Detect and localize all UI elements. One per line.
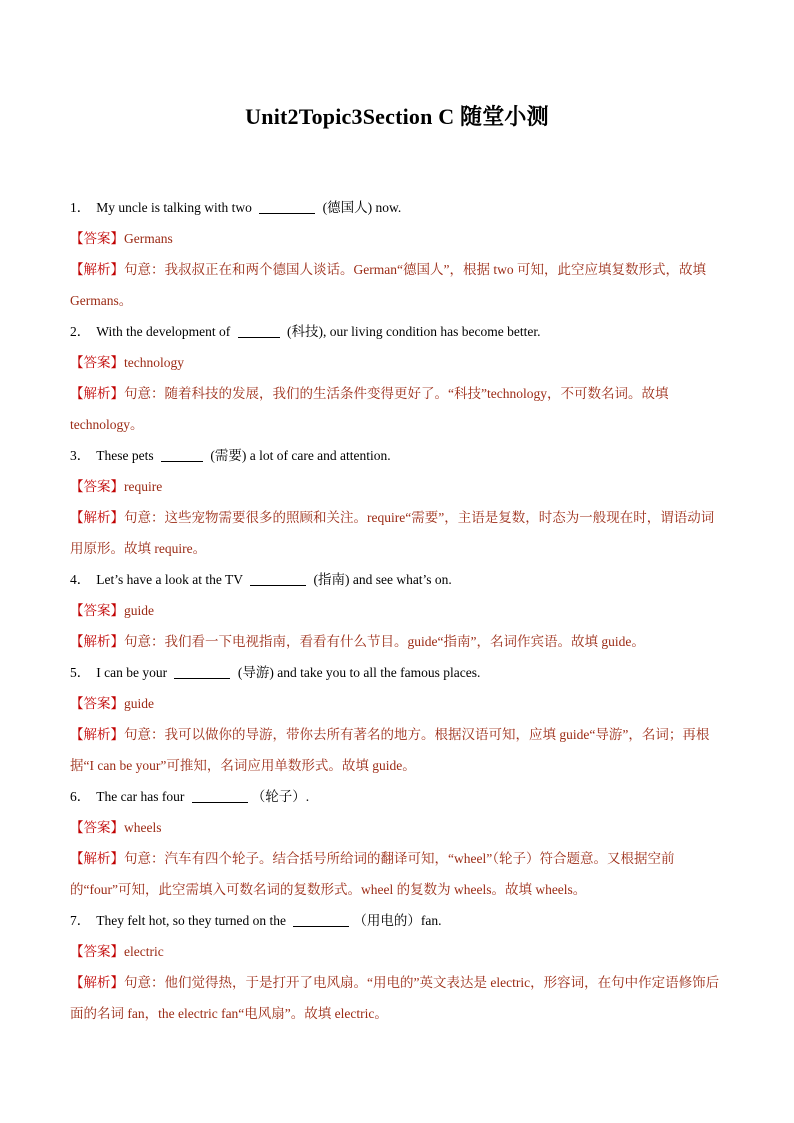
analysis-text: 句意：随着科技的发展，我们的生活条件变得更好了。“科技”technology，不可数名词。故填 technology。 <box>70 386 669 432</box>
question-text-after: （轮子）. <box>251 789 310 804</box>
analysis-text: 句意：他们觉得热，于是打开了电风扇。“用电的”英文表达是 electric，形容词，在句中作定语修饰后面的名词 fan，the electric fan“电风扇”。故填 electric。 <box>70 975 720 1021</box>
analysis-text: 句意：这些宠物需要很多的照顾和关注。require“需要”，主语是复数，时态为一般现在时，谓语动词用原形。故填 require。 <box>70 510 715 556</box>
question-text-after: (导游) and take you to all the famous places. <box>234 665 481 680</box>
question-text-before: My uncle is talking with two <box>96 200 256 215</box>
analysis-tag: 【解析】 <box>70 386 124 401</box>
question-text-before: With the development of <box>96 324 234 339</box>
question-7 <box>70 905 724 936</box>
question-text-before: They felt hot, so they turned on the <box>96 913 290 928</box>
analysis-tag: 【解析】 <box>70 634 124 649</box>
analysis-text: 句意：我叔叔正在和两个德国人谈话。German“德国人”，根据 two 可知，此空应填复数形式，故填 Germans。 <box>70 262 706 308</box>
analysis-tag: 【解析】 <box>70 262 124 277</box>
question-text-before: These pets <box>96 448 157 463</box>
analysis-text: 句意：我可以做你的导游，带你去所有著名的地方。根据汉语可知，应填 guide“导游”，名词；再根据“I can be your”可推知，名词应用单数形式。故填 guide。 <box>70 727 710 773</box>
question-number: 4． <box>70 572 91 587</box>
answer-tag: 【答案】 <box>70 944 124 959</box>
question-4 <box>70 564 724 595</box>
answer-3 <box>70 471 724 502</box>
question-list <box>70 192 724 1029</box>
answer-blank <box>238 323 280 338</box>
question-text-before: The car has four <box>96 789 188 804</box>
analysis-7 <box>70 967 724 1029</box>
answer-tag: 【答案】 <box>70 696 124 711</box>
question-text-before: Let’s have a look at the TV <box>96 572 247 587</box>
answer-text: wheels <box>124 820 162 835</box>
answer-tag: 【答案】 <box>70 479 124 494</box>
analysis-text: 句意：我们看一下电视指南，看看有什么节目。guide“指南”，名词作宾语。故填 guide。 <box>124 634 645 649</box>
analysis-1 <box>70 254 724 316</box>
answer-blank <box>293 912 349 927</box>
question-number: 7． <box>70 913 91 928</box>
question-6 <box>70 781 724 812</box>
answer-5 <box>70 688 724 719</box>
question-5 <box>70 657 724 688</box>
analysis-tag: 【解析】 <box>70 510 124 525</box>
answer-tag: 【答案】 <box>70 820 124 835</box>
question-number: 5． <box>70 665 91 680</box>
answer-text: electric <box>124 944 164 959</box>
answer-1 <box>70 223 724 254</box>
question-text-after: (德国人) now. <box>319 200 402 215</box>
answer-blank <box>250 571 306 586</box>
analysis-text: 句意：汽车有四个轮子。结合括号所给词的翻译可知，“wheel”（轮子）符合题意。又根据空前的“four”可知，此空需填入可数名词的复数形式。wheel 的复数为 wheels。故填 wheels。 <box>70 851 675 897</box>
answer-2 <box>70 347 724 378</box>
answer-blank <box>259 199 315 214</box>
question-number: 2． <box>70 324 91 339</box>
analysis-tag: 【解析】 <box>70 975 124 990</box>
analysis-4 <box>70 626 724 657</box>
question-text-after: （用电的）fan. <box>353 913 442 928</box>
answer-text: technology <box>124 355 184 370</box>
question-number: 1． <box>70 200 91 215</box>
answer-blank <box>174 664 230 679</box>
analysis-2 <box>70 378 724 440</box>
answer-tag: 【答案】 <box>70 231 124 246</box>
answer-blank <box>161 447 203 462</box>
question-text-after: (需要) a lot of care and attention. <box>206 448 391 463</box>
question-2 <box>70 316 724 347</box>
answer-4 <box>70 595 724 626</box>
answer-text: guide <box>124 696 154 711</box>
answer-text: guide <box>124 603 154 618</box>
answer-6 <box>70 812 724 843</box>
answer-blank <box>192 788 248 803</box>
question-3 <box>70 440 724 471</box>
answer-7 <box>70 936 724 967</box>
question-text-after: (指南) and see what’s on. <box>310 572 452 587</box>
answer-tag: 【答案】 <box>70 355 124 370</box>
analysis-tag: 【解析】 <box>70 727 124 742</box>
question-number: 6． <box>70 789 91 804</box>
analysis-tag: 【解析】 <box>70 851 124 866</box>
question-number: 3． <box>70 448 91 463</box>
answer-tag: 【答案】 <box>70 603 124 618</box>
page-title: Unit2Topic3Section C 随堂小测 <box>245 104 549 129</box>
analysis-6 <box>70 843 724 905</box>
answer-text: Germans <box>124 231 173 246</box>
answer-text: require <box>124 479 163 494</box>
analysis-3 <box>70 502 724 564</box>
question-1 <box>70 192 724 223</box>
analysis-5 <box>70 719 724 781</box>
question-text-before: I can be your <box>96 665 171 680</box>
question-text-after: (科技), our living condition has become better. <box>283 324 541 339</box>
